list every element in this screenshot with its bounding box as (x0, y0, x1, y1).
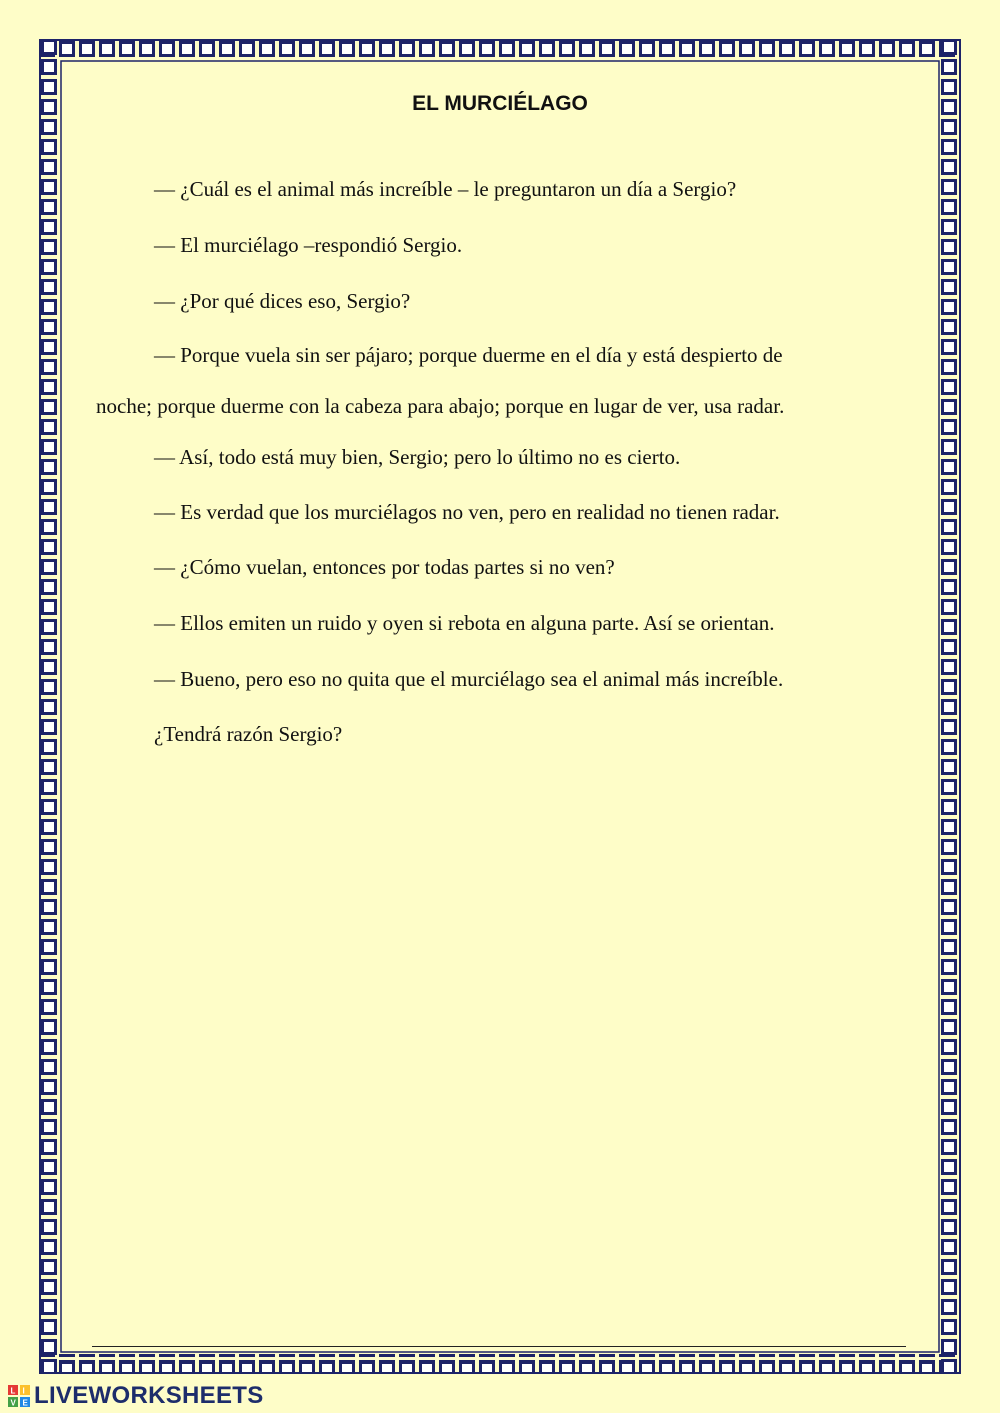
svg-text:L: L (10, 1386, 16, 1396)
logo-text: LIVEWORKSHEETS (34, 1382, 264, 1409)
answer-line (92, 1346, 906, 1347)
svg-text:I: I (22, 1386, 25, 1396)
liveworksheets-logo (8, 1383, 264, 1409)
text-line-9: — Ellos emiten un ruido y oyen si rebota en alguna parte. Así se orientan. (154, 611, 775, 635)
text-line-5: noche; porque duerme con la cabeza para abajo; porque en lugar de ver, usa radar. (96, 394, 785, 418)
text-line-1: — ¿Cuál es el animal más increíble – le preguntaron un día a Sergio? (154, 177, 737, 201)
text-line-4: — Porque vuela sin ser pájaro; porque duerme en el día y está despierto de (154, 343, 783, 367)
text-line-11: ¿Tendrá razón Sergio? (154, 722, 343, 746)
text-line-7: — Es verdad que los murciélagos no ven, pero en realidad no tienen radar. (154, 500, 780, 524)
text-line-8: — ¿Cómo vuelan, entonces por todas partes si no ven? (154, 555, 615, 579)
svg-text:V: V (10, 1398, 16, 1407)
text-line-3: — ¿Por qué dices eso, Sergio? (154, 289, 411, 313)
liveworksheets-logo-icon (8, 1385, 30, 1407)
text-line-10: — Bueno, pero eso no quita que el murciélago sea el animal más increíble. (154, 667, 784, 691)
svg-text:E: E (22, 1398, 28, 1407)
page-title: EL MURCIÉLAGO (412, 92, 588, 115)
text-line-6: — Así, todo está muy bien, Sergio; pero lo último no es cierto. (154, 445, 681, 469)
text-line-2: — El murciélago –respondió Sergio. (154, 233, 463, 257)
